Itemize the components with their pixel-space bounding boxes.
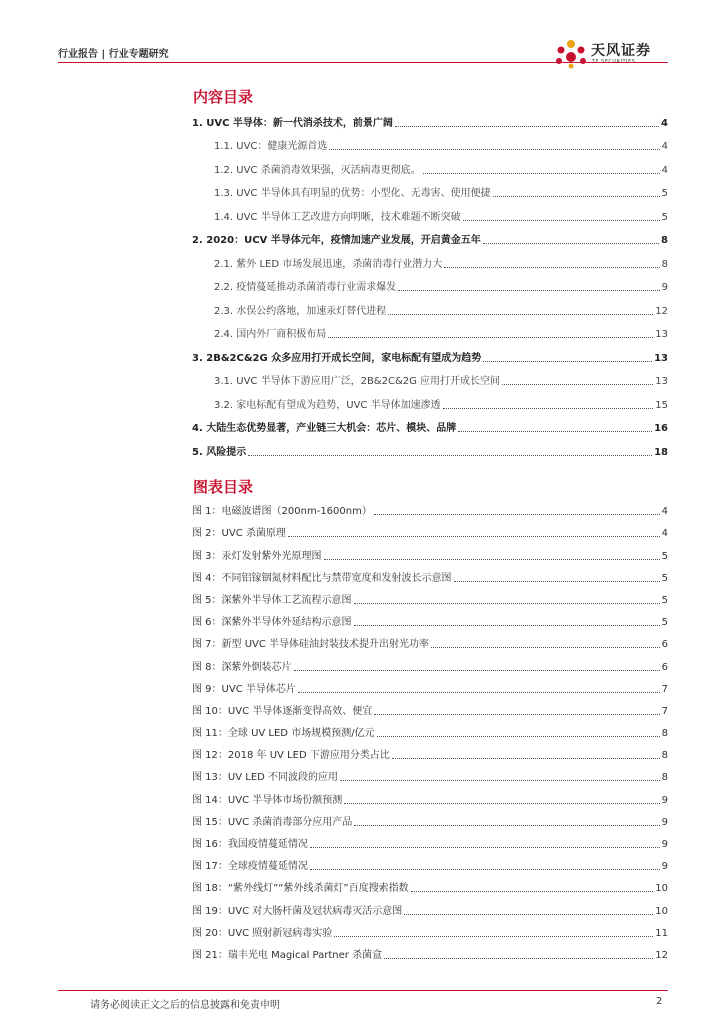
figure-entry-title: 图 3：汞灯发射紫外光原理图 [192, 550, 322, 562]
figure-entry-title: 图 7：新型 UVC 半导体硅油封装技术提升出射光功率 [192, 639, 430, 651]
figure-entry[interactable] [192, 918, 668, 940]
toc-entry-title: 3. 2B&2C&2G 众多应用打开成长空间，家电标配有望成为趋势 [192, 352, 482, 364]
figure-entry-page: 5 [661, 572, 668, 584]
toc-entry-title: 2. 2020：UCV 半导体元年，疫情加速产业发展，开启黄金五年 [192, 235, 481, 246]
figure-entry-title: 图 20：UVC 照射新冠病毒实验 [192, 927, 333, 939]
toc-entry-title: 3.2. 家电标配有望成为趋势，UVC 半导体加速渗透 [214, 399, 441, 411]
dot-leader [502, 384, 653, 385]
toc-entry-page: 5 [661, 188, 668, 199]
figure-entry[interactable] [192, 740, 668, 762]
footer-disclaimer: 请务必阅读正文之后的信息披露和免责申明 [90, 1000, 280, 1011]
toc-entry-title: 1.1. UVC：健康光源首选 [214, 141, 328, 152]
figures-list [192, 496, 668, 962]
dot-leader [354, 625, 660, 626]
figure-entry[interactable] [192, 540, 668, 562]
figure-entry-page: 4 [661, 506, 668, 518]
dot-leader [377, 736, 660, 737]
figure-entry-page: 12 [655, 949, 668, 961]
figure-entry-page: 8 [661, 750, 668, 762]
figure-entry[interactable] [192, 940, 668, 962]
dot-leader [288, 536, 660, 537]
dot-leader [374, 714, 659, 715]
toc-entry-title: 1.4. UVC 半导体工艺改进方向明晰，技术难题不断突破 [214, 211, 461, 223]
dot-leader [431, 647, 660, 648]
figure-entry-title: 图 13：UV LED 不同波段的应用 [192, 772, 339, 784]
dot-leader [384, 958, 653, 959]
toc-entry[interactable] [192, 294, 668, 318]
dot-leader [423, 173, 660, 174]
dot-leader [329, 149, 659, 150]
figure-entry-page: 5 [661, 594, 668, 606]
dot-leader [493, 196, 660, 197]
dot-leader [404, 914, 653, 915]
figure-entry[interactable] [192, 807, 668, 829]
figure-entry-page: 10 [655, 883, 668, 895]
toc-entry[interactable] [192, 106, 668, 130]
toc-entry-title: 5. 风险提示 [192, 446, 247, 458]
toc-entry-page: 12 [655, 305, 668, 317]
figure-entry-page: 9 [661, 816, 668, 828]
figure-entry[interactable] [192, 651, 668, 673]
figures-title: 图表目录 [193, 478, 254, 496]
toc-entry-page: 13 [655, 329, 668, 340]
toc-entry-page: 5 [661, 211, 668, 223]
dot-leader [248, 455, 652, 456]
dot-leader [443, 408, 654, 409]
toc-entry-title: 4. 大陆生态优势显著，产业链三大机会：芯片、模块、品牌 [192, 423, 457, 434]
dot-leader [328, 337, 653, 338]
figure-entry-title: 图 2：UVC 杀菌原理 [192, 528, 286, 540]
company-logo [553, 38, 668, 70]
toc-entry-title: 3.1. UVC 半导体下游应用广泛，2B&2C&2G 应用打开成长空间 [214, 376, 501, 387]
toc-entry-page: 16 [654, 423, 668, 434]
toc-entry[interactable] [192, 200, 668, 224]
toc-entry[interactable] [192, 224, 668, 248]
page-header [58, 38, 668, 64]
toc-entry-page: 4 [661, 117, 668, 129]
figure-entry[interactable] [192, 762, 668, 784]
toc-entry-page: 13 [655, 376, 668, 387]
figure-entry[interactable] [192, 784, 668, 806]
toc-entry-title: 2.4. 国内外厂商积极布局 [214, 329, 327, 340]
figure-entry-page: 5 [661, 617, 668, 629]
figure-entry-title: 图 16：我国疫情蔓延情况 [192, 839, 308, 850]
dot-leader [310, 847, 660, 848]
figure-entry-title: 图 14：UVC 半导体市场份额预测 [192, 794, 343, 806]
toc-entry-page: 4 [661, 164, 668, 176]
figure-entry-title: 图 12：2018 年 UV LED 下游应用分类占比 [192, 750, 390, 762]
dot-leader [354, 825, 659, 826]
dot-leader [294, 670, 660, 671]
dot-leader [374, 514, 660, 515]
toc-entry[interactable] [192, 318, 668, 342]
figure-entry-title: 图 18：“紫外线灯”“紫外线杀菌灯”百度搜索指数 [192, 883, 409, 895]
dot-leader [392, 758, 660, 759]
figure-entry[interactable] [192, 563, 668, 585]
dot-leader [454, 581, 660, 582]
toc-entry[interactable] [192, 153, 668, 177]
figure-entry-page: 10 [655, 905, 668, 917]
toc-entry[interactable] [192, 247, 668, 271]
dot-leader [398, 290, 659, 291]
toc-entry-page: 4 [661, 141, 668, 152]
logo-text: 天风证券 [591, 43, 651, 59]
figure-entry-page: 9 [661, 839, 668, 850]
toc-entry-page: 9 [661, 282, 668, 293]
figure-entry[interactable] [192, 873, 668, 895]
figure-entry[interactable] [192, 518, 668, 540]
figure-entry-page: 8 [661, 772, 668, 784]
dot-leader [411, 891, 654, 892]
figure-entry-title: 图 19：UVC 对大肠杆菌及冠状病毒灭活示意图 [192, 905, 403, 917]
toc-entry-page: 18 [654, 446, 668, 458]
toc-entry[interactable] [192, 388, 668, 412]
page-number: 2 [656, 996, 663, 1007]
header-divider [58, 62, 668, 63]
figure-entry-title: 图 1：电磁波谱图（200nm-1600nm） [192, 506, 372, 518]
dot-leader [388, 314, 653, 315]
figure-entry-title: 图 9：UVC 半导体芯片 [192, 683, 296, 695]
dot-leader [354, 603, 660, 604]
dot-leader [483, 243, 659, 244]
dot-leader [458, 431, 652, 432]
figure-entry-page: 11 [655, 927, 668, 939]
figure-entry-title: 图 8：深紫外倒装芯片 [192, 661, 292, 673]
figure-entry[interactable] [192, 496, 668, 518]
toc-title: 内容目录 [193, 88, 254, 106]
toc-entry-title: 2.3. 水俣公约落地，加速汞灯替代进程 [214, 305, 387, 317]
toc-entry[interactable] [192, 341, 668, 365]
dot-leader [463, 220, 660, 221]
figure-entry-title: 图 5：深紫外半导体工艺流程示意图 [192, 594, 352, 606]
figure-entry-page: 9 [661, 794, 668, 806]
report-category: 行业报告 | 行业专题研究 [58, 49, 169, 60]
toc-entry-page: 13 [654, 352, 668, 364]
figure-entry-title: 图 15：UVC 杀菌消毒部分应用产品 [192, 816, 353, 828]
figure-entry-title: 图 11：全球 UV LED 市场规模预测/亿元 [192, 728, 375, 740]
toc-entry-title: 1. UVC 半导体：新一代消杀技术，前景广阔 [192, 117, 393, 129]
figure-entry-page: 6 [661, 639, 668, 651]
figure-entry[interactable] [192, 607, 668, 629]
footer-divider [58, 990, 668, 991]
figure-entry[interactable] [192, 696, 668, 718]
figure-entry[interactable] [192, 718, 668, 740]
figure-entry[interactable] [192, 851, 668, 873]
figure-entry[interactable] [192, 674, 668, 696]
figure-entry-title: 图 21：瑞丰光电 Magical Partner 杀菌盒 [192, 949, 383, 961]
dot-leader [334, 936, 653, 937]
toc-entry[interactable] [192, 177, 668, 201]
dot-leader [344, 803, 659, 804]
figure-entry-page: 7 [661, 705, 668, 717]
figure-entry[interactable] [192, 895, 668, 917]
toc-entry[interactable] [192, 130, 668, 154]
dot-leader [340, 780, 660, 781]
toc-entry-page: 8 [661, 258, 668, 270]
figure-entry-title: 图 4：不同铝镓铟氮材料配比与禁带宽度和发射波长示意图 [192, 572, 452, 584]
dot-leader [395, 126, 659, 127]
figure-entry-page: 6 [661, 661, 668, 673]
toc-entry-title: 2.2. 疫情蔓延推动杀菌消毒行业需求爆发 [214, 282, 397, 293]
figure-entry[interactable] [192, 629, 668, 651]
toc-entry-page: 15 [655, 399, 668, 411]
toc-entry-title: 2.1. 紫外 LED 市场发展迅速，杀菌消毒行业潜力大 [214, 258, 443, 270]
figure-entry-title: 图 17：全球疫情蔓延情况 [192, 861, 308, 873]
figure-entry-title: 图 6：深紫外半导体外延结构示意图 [192, 617, 352, 629]
toc-entry[interactable] [192, 365, 668, 389]
dot-leader [298, 692, 660, 693]
toc-entry[interactable] [192, 435, 668, 459]
figure-entry-page: 8 [661, 728, 668, 740]
toc-entry-page: 8 [661, 235, 668, 246]
toc-entry-title: 1.2. UVC 杀菌消毒效果强，灭活病毒更彻底。 [214, 164, 421, 176]
dot-leader [483, 361, 652, 362]
figure-entry-page: 4 [661, 528, 668, 540]
figure-entry-page: 9 [661, 861, 668, 873]
dot-leader [444, 267, 659, 268]
figure-entry[interactable] [192, 829, 668, 851]
toc-entry-title: 1.3. UVC 半导体具有明显的优势：小型化、无毒害、使用便捷 [214, 188, 491, 199]
figure-entry-page: 5 [661, 550, 668, 562]
toc-entry[interactable] [192, 271, 668, 295]
figure-entry[interactable] [192, 585, 668, 607]
dot-leader [310, 869, 660, 870]
logo-mark-icon [553, 38, 589, 70]
toc-entry[interactable] [192, 412, 668, 436]
dot-leader [324, 559, 660, 560]
figure-entry-page: 7 [661, 683, 668, 695]
toc-list [192, 106, 668, 459]
figure-entry-title: 图 10：UVC 半导体逐渐变得高效、便宜 [192, 705, 373, 717]
